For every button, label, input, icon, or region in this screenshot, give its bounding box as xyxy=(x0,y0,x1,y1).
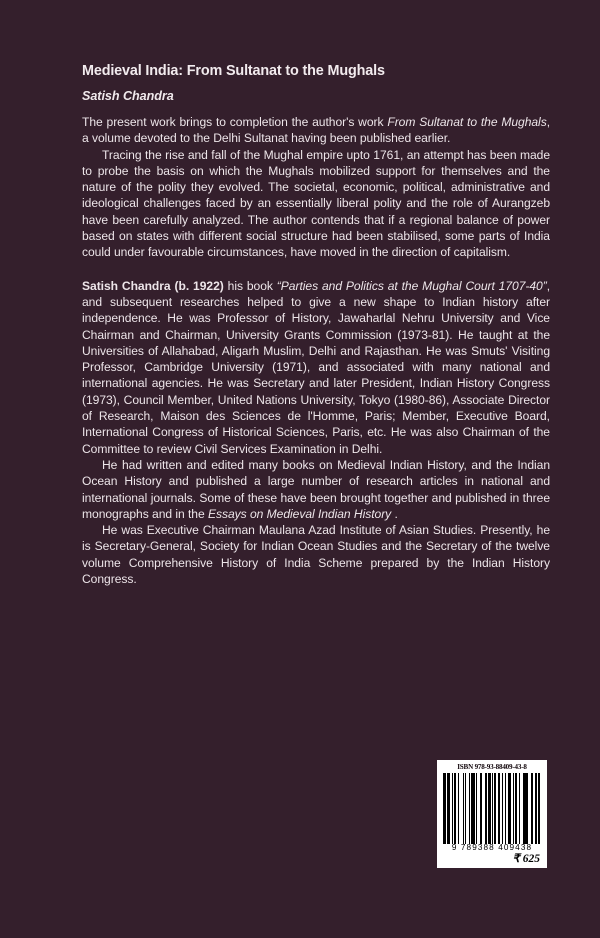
blurb-p1-text-a: The present work brings to completion the author's work xyxy=(82,115,388,129)
biography-section xyxy=(82,278,550,588)
blurb-p1-text-b: , a volume devoted to the Delhi Sultanat having been published earlier. xyxy=(82,115,551,146)
bio-paragraph-3: He was Executive Chairman Maulana Azad Institute of Asian Studies. Presently, he is Secretary-General, Society for Indian Ocean Studies and the Secretary of the twelve volume Comprehensive History of India Scheme prepared by the Indian History Congress. xyxy=(82,523,550,587)
barcode-digits: 9 789388 409438 xyxy=(451,843,533,852)
page-title: Medieval India: From Sultanat to the Mughals xyxy=(82,63,385,79)
blurb-p1-italic-title: From Sultanat to the Mughals xyxy=(387,115,547,129)
bio-paragraph-2 xyxy=(82,457,550,522)
bio-lead-name: Satish Chandra (b. 1922) xyxy=(82,278,224,293)
price-label: ₹ 625 xyxy=(512,853,540,865)
bio-p2-italic-title: Essays on Medieval Indian History xyxy=(207,506,392,521)
isbn-text: ISBN 978-93-88409-43-8 xyxy=(457,763,527,771)
cover-text-block xyxy=(82,62,550,587)
blurb-paragraph-1 xyxy=(82,114,550,147)
bio-p2-text-a: He had written and edited many books on Medieval Indian History, and the Indian Ocean History and published a large number of research articles in national and international journals. Some of these have been brought together and published in three monographs and in the xyxy=(82,457,550,521)
bio-p1-text-a: his book xyxy=(223,278,277,293)
blurb-paragraph-2: Tracing the rise and fall of the Mughal empire upto 1761, an attempt has been made to probe the basis on which the Mughals mobilized support for themselves and the nature of the polity they evolved. The societal, economic, political, administrative and ideological challenges faced by an essentially liberal polity and the role of Aurangzeb have been carefully analyzed. The author contends that if a regional balance of power based on states with different social structure had been stabilised, some parts of India could under favourable circumstances, have moved in the direction of capitalism. xyxy=(82,147,550,260)
blurb-section xyxy=(82,114,550,261)
author-name: Satish Chandra xyxy=(82,89,174,103)
bio-p2-text-b: . xyxy=(391,506,398,521)
barcode-bars xyxy=(443,773,541,844)
barcode-block xyxy=(437,760,547,868)
bio-p1-text-b: , and subsequent researches helped to give a new shape to Indian history after independence. He was Professor of History, Jawaharlal Nehru University and Vice Chairman and Chairman, University Grants Commission (1973-81). He taught at the Universities of Allahabad, Aligarh Muslim, Delhi and Rajasthan. He was Smuts' Visiting Professor, Cambridge University (1971), and associated with many national and international agencies. He was Secretary and later President, Indian History Congress (1973), Council Member, United Nations University, Tokyo (1980-86), Associate Director of Research, Maison des Sciences de l'Homme, Paris; Member, Executive Board, International Congress of Historical Sciences, Paris, etc. He was also Chairman of the Committee to review Civil Services Examination in Delhi. xyxy=(82,278,551,456)
bio-p1-italic-title: “Parties and Politics at the Mughal Court 1707-40” xyxy=(276,278,547,293)
bio-paragraph-1 xyxy=(82,278,550,457)
